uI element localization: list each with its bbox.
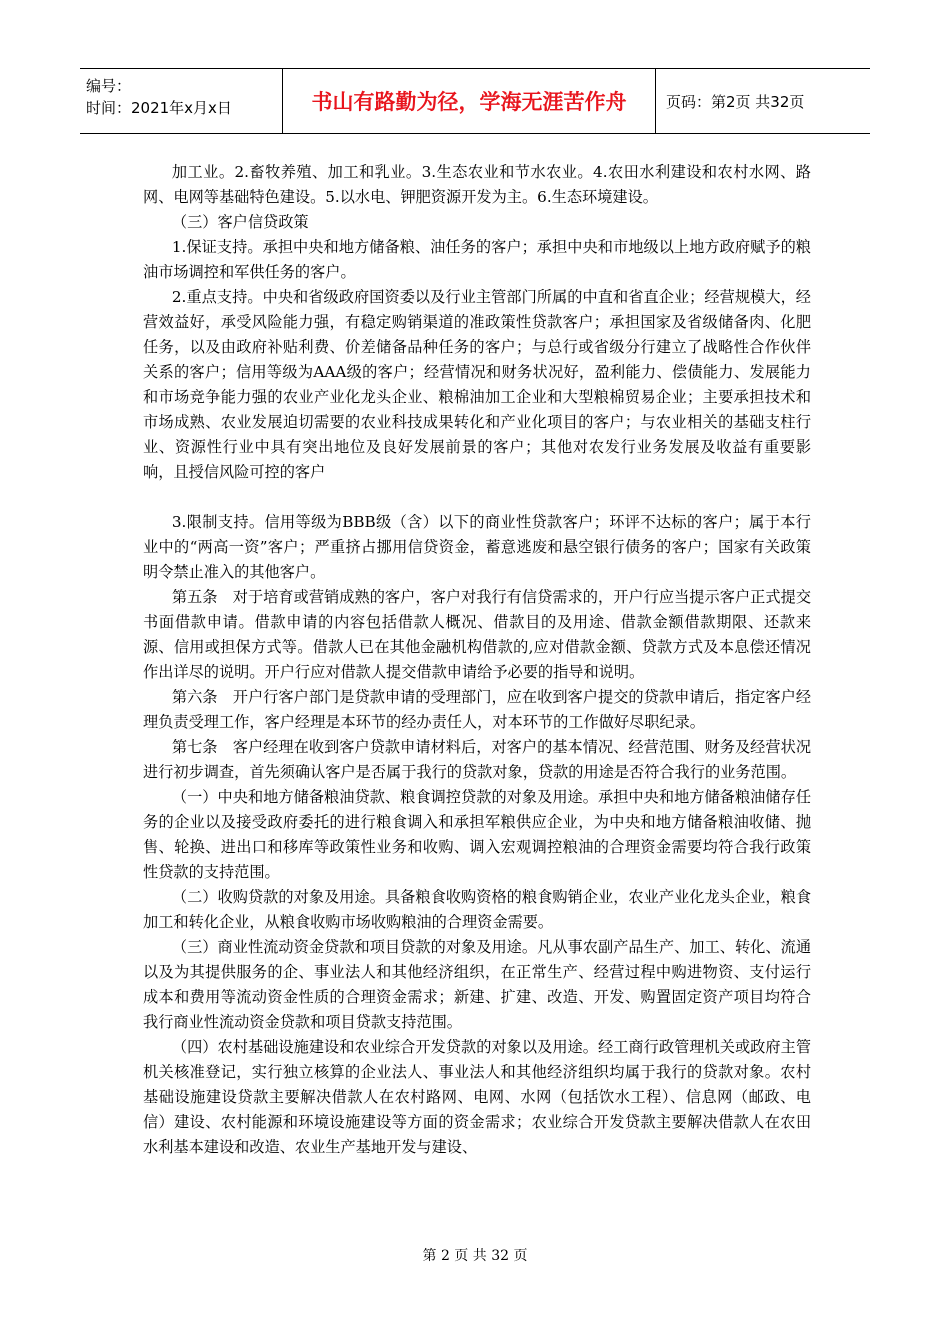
document-body — [143, 160, 811, 1160]
paragraph-item-2: （二）收购贷款的对象及用途。具备粮食收购资格的粮食购销企业，农业产业化龙头企业，粮食加工和转化企业，从粮食收购市场收购粮油的合理资金需要。 — [143, 888, 811, 931]
paragraph-article-6: 第六条 开户行客户部门是贷款申请的受理部门，应在收到客户提交的贷款申请后，指定客户经理负责受理工作，客户经理是本环节的经办责任人，对本环节的工作做好尽职纪录。 — [143, 688, 811, 731]
paragraph-limited-support: 3.限制支持。信用等级为BBB级（含）以下的商业性贷款客户；环评不达标的客户；属于本行业中的“两高一资”客户；严重挤占挪用信贷资金，蓄意逃废和悬空银行债务的客户；国家有关政策明令禁止准入的其他客户。 — [143, 513, 811, 581]
paragraph-article-5: 第五条 对于培育或营销成熟的客户，客户对我行有信贷需求的，开户行应当提示客户正式提交书面借款申请。借款申请的内容包括借款人概况、借款目的及用途、借款金额借款期限、还款来源、信用或担保方式等。借款人已在其他金融机构借款的,应对借款金额、贷款方式及本息偿还情况作出详尽的说明。开户行应对借款人提交借款申请给予必要的指导和说明。 — [143, 588, 811, 681]
page-footer: 第 2 页 共 32 页 — [422, 1248, 528, 1264]
page-header — [80, 68, 870, 134]
paragraph-continuation: 加工业。2.畜牧养殖、加工和乳业。3.生态农业和节水农业。4.农田水利建设和农村水网、路网、电网等基础特色建设。5.以水电、钾肥资源开发为主。6.生态环境建设。 — [143, 163, 811, 206]
paragraph-guaranteed-support: 1.保证支持。承担中央和地方储备粮、油任务的客户；承担中央和市地级以上地方政府赋予的粮油市场调控和军供任务的客户。 — [143, 238, 811, 281]
paragraph-key-support: 2.重点支持。中央和省级政府国资委以及行业主管部门所属的中直和省直企业；经营规模大，经营效益好，承受风险能力强，有稳定购销渠道的准政策性贷款客户；承担国家及省级储备肉、化肥任务，以及由政府补贴利费、价差储备品种任务的客户；与总行或省级分行建立了战略性合作伙伴关系的客户；信用等级为AAA级的客户；经营情况和财务状况好，盈利能力、偿债能力、发展能力和市场竞争能力强的农业产业化龙头企业、粮棉油加工企业和大型粮棉贸易企业；主要承担技术和市场成熟、农业发展迫切需要的农业科技成果转化和产业化项目的客户；与农业相关的基础支柱行业、资源性行业中具有突出地位及良好发展前景的客户；其他对农发行业务发展及收益有重要影响，且授信风险可控的客户 — [143, 288, 811, 481]
paragraph-item-3: （三）商业性流动资金贷款和项目贷款的对象及用途。凡从事农副产品生产、加工、转化、流通以及为其提供服务的企、事业法人和其他经济组织，在正常生产、经营过程中购进物资、支付运行成本和费用等流动资金性质的合理资金需求；新建、扩建、改造、开发、购置固定资产项目均符合我行商业性流动资金贷款和项目贷款支持范围。 — [143, 938, 811, 1031]
section-heading-customer-credit-policy: （三）客户信贷政策 — [171, 213, 309, 231]
header-meta — [80, 69, 283, 133]
paragraph-article-7: 第七条 客户经理在收到客户贷款申请材料后，对客户的基本情况、经营范围、财务及经营状况进行初步调查，首先须确认客户是否属于我行的贷款对象，贷款的用途是否符合我行的业务范围。 — [143, 738, 811, 781]
paragraph-item-1: （一）中央和地方储备粮油贷款、粮食调控贷款的对象及用途。承担中央和地方储备粮油储存任务的企业以及接受政府委托的进行粮食调入和承担军粮供应企业，为中央和地方储备粮油收储、抛售、轮换、进出口和移库等政策性业务和收购、调入宏观调控粮油的合理资金需要均符合我行政策性贷款的支持范围。 — [143, 788, 811, 881]
header-motto: 书山有路勤为径，学海无涯苦作舟 — [283, 69, 656, 133]
header-page-info: 页码：第2页 共32页 — [666, 92, 805, 111]
document-date-label: 时间：2021年x月x日 — [86, 99, 232, 117]
document-number-label: 编号： — [86, 77, 132, 95]
paragraph-item-4: （四）农村基础设施建设和农业综合开发贷款的对象以及用途。经工商行政管理机关或政府主管机关核准登记，实行独立核算的企业法人、事业法人和其他经济组织均属于我行的贷款对象。农村基础设施建设贷款主要解决借款人在农村路网、电网、水网（包括饮水工程）、信息网（邮政、电信）建设、农村能源和环境设施建设等方面的资金需求；农业综合开发贷款主要解决借款人在农田水利基本建设和改造、农业生产基地开发与建设、 — [143, 1038, 811, 1156]
